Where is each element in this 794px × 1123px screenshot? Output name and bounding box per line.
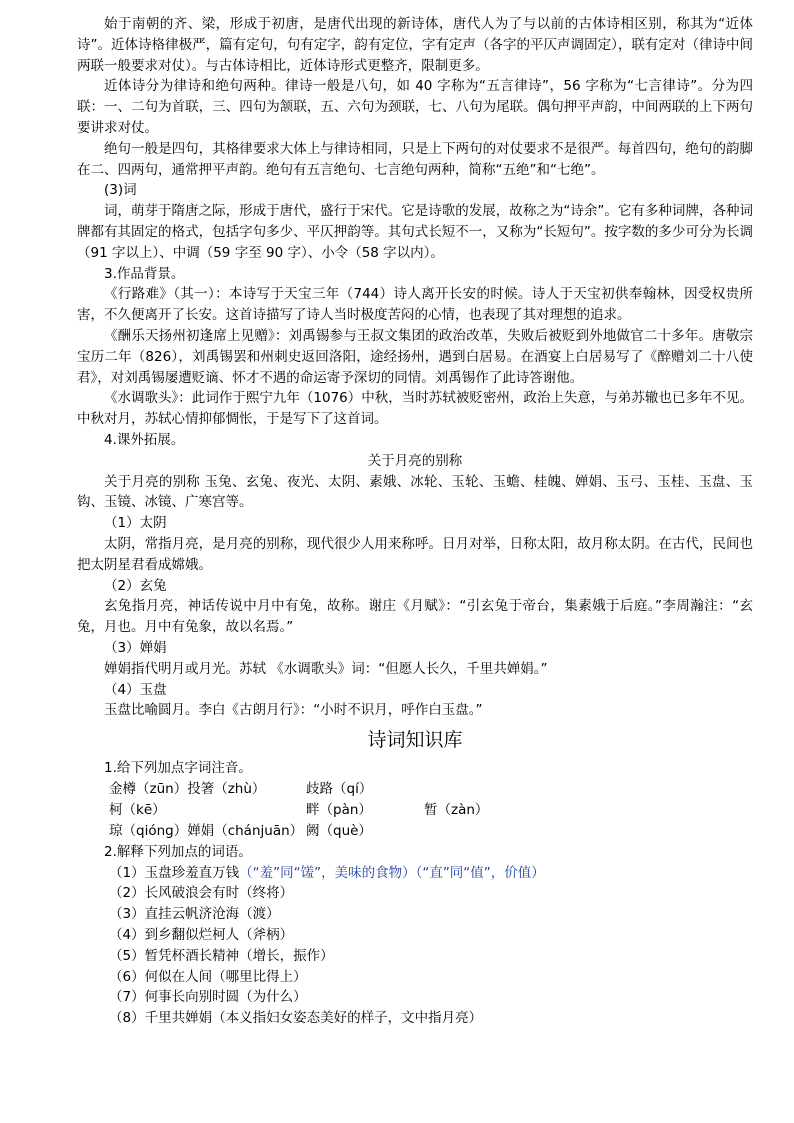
definition-phrase: （1）玉盘珍羞直万钱 <box>109 864 240 881</box>
definition-item: （6）何似在人间（哪里比得上） <box>109 968 307 985</box>
definition-item: （7）何事长向别时圆（为什么） <box>109 989 307 1006</box>
definition-item: （4）到乡翻似烂柯人（斧柄） <box>109 927 294 944</box>
paragraph-jueju: 绝句一般是四句，其格律要求大体上与律诗相同，只是上下两句的对仗要求不是很严。每首四句，绝句的韵脚在二、四两句，通常押平声韵。绝句有五言绝句、七言绝句两种，简称“五绝”和“七绝”。 <box>77 140 753 178</box>
paragraph-lushi: 近体诗分为律诗和绝句两种。律诗一般是八句，如 40 字称为“五言律诗”，56 字称为“七言律诗”。分为四联：一、二句为首联，三、四句为颔联，五、六句为颈联，七、八句为尾联。偶句押平声韵，中间两联的上下两句要讲求对仗。 <box>77 78 753 136</box>
pinyin-cell: 歧路（qí） <box>306 780 373 797</box>
paragraph-ci: 词，萌芽于隋唐之际，形成于唐代，盛行于宋代。它是诗歌的发展，故称之为“诗余”。它有多种词牌，各种词牌都有其固定的格式，包括字句多少、平仄押韵等。其句式长短不一，又称为“长短句”。按字数的多少可分为长调（91 字以上）、中调（59 字至 90 字）、小令（58 字以内）。 <box>77 203 753 261</box>
paragraph-shuidiaogetou: 《水调歌头》：此词作于熙宁九年（1076）中秋，当时苏轼被贬密州，政治上失意，与弟苏辙也已多年不见。中秋对月，苏轼心情抑郁惆怅，于是写下了这首词。 <box>77 390 753 428</box>
pinyin-block <box>77 779 753 842</box>
paragraph-yupan: 玉盘比喻圆月。李白《古朗月行》：“小时不识月，呼作白玉盘。” <box>104 702 483 719</box>
paragraph-chanjuan: 婵娟指代明月或月光。苏轼 《水调歌头》词：“但愿人长久，千里共婵娟。” <box>104 660 548 677</box>
pinyin-cell: 金樽（zūn）投箸（zhù） <box>109 780 266 797</box>
definition-item: （3）直挂云帆济沧海（渡） <box>109 906 280 923</box>
heading-background: 3.作品背景。 <box>104 265 185 282</box>
heading-extension: 4.课外拓展。 <box>104 431 185 448</box>
heading-xuantu: （2）玄兔 <box>104 577 167 594</box>
pinyin-row <box>109 821 753 842</box>
definition-note: （“羞”同“馐”，美味的食物）（“直”同“值”，价值） <box>239 864 545 881</box>
pinyin-row <box>109 800 753 821</box>
definition-item: （8）千里共婵娟（本义指妇女姿态美好的样子，文中指月亮） <box>109 1010 483 1027</box>
definition-item: （2）长风破浪会有时（终将） <box>109 885 294 902</box>
pinyin-cell: 暂（zàn） <box>424 801 489 818</box>
paragraph-jinti-origin: 始于南朝的齐、梁，形成于初唐，是唐代出现的新诗体，唐代人为了与以前的古体诗相区别，称其为“近体诗”。近体诗格律极严，篇有定句，句有定字，韵有定位，字有定声（各字的平仄声调固定），联有定对（律诗中间两联一般要求对仗）。与古体诗相比，近体诗形式更整齐，限制更多。 <box>77 16 753 74</box>
paragraph-xinglunan: 《行路难》（其一）：本诗写于天宝三年（744）诗人离开长安的时候。诗人于天宝初供奉翰林，因受权贵所害，不久便离开了长安。这首诗描写了诗人当时极度苦闷的心情，也表现了其对理想的追求。 <box>77 286 753 324</box>
question-1: 1.给下列加点字词注音。 <box>104 760 252 777</box>
heading-chanjuan: （3）婵娟 <box>104 639 167 656</box>
definition-item <box>109 863 753 884</box>
heading-yupan: （4）玉盘 <box>104 681 167 698</box>
heading-taiyin: （1）太阴 <box>104 515 167 532</box>
document-page <box>77 14 753 1029</box>
paragraph-chou-letian: 《酬乐天扬州初逢席上见赠》：刘禹锡参与王叔文集团的政治改革，失败后被贬到外地做官二十多年。唐敬宗宝历二年（826），刘禹锡罢和州刺史返回洛阳，途经扬州，遇到白居易。在酒宴上白居易写了《醉赠刘二十八使君》，对刘禹锡屡遭贬谪、怀才不遇的命运寄予深切的同情。刘禹锡作了此诗答谢他。 <box>77 327 753 386</box>
section-title: 诗词知识库 <box>367 729 463 752</box>
pinyin-cell: 柯（kē） <box>109 801 166 818</box>
pinyin-row <box>109 779 753 800</box>
question-2: 2.解释下列加点的词语。 <box>104 843 252 860</box>
definition-item: （5）暂凭杯酒长精神（增长，振作） <box>109 947 334 964</box>
pinyin-cell: 阙（què） <box>306 822 372 839</box>
pinyin-cell: 琼（qióng）婵娟（chánjuān） <box>109 822 304 839</box>
paragraph-moon-names: 关于月亮的别称 玉兔、玄兔、夜光、太阴、素娥、冰轮、玉轮、玉蟾、桂魄、婵娟、玉弓、玉桂、玉盘、玉钩、玉镜、冰镜、广寒宫等。 <box>77 473 753 511</box>
paragraph-xuantu: 玄兔指月亮，神话传说中月中有兔，故称。谢庄《月赋》：“引玄兔于帝台，集素娥于后庭。”李周瀚注：“玄兔，月也。月中有兔象，故以名焉。” <box>77 598 753 636</box>
subtitle-moon-names: 关于月亮的别称 <box>367 452 463 469</box>
pinyin-cell: 畔（pàn） <box>306 801 372 818</box>
paragraph-taiyin: 太阴，常指月亮，是月亮的别称，现代很少人用来称呼。日月对举，日称太阳，故月称太阴。在古代，民间也把太阴星君看成嫦娥。 <box>77 535 753 573</box>
heading-ci: (3)词 <box>104 182 137 199</box>
definitions-list <box>77 863 753 1029</box>
